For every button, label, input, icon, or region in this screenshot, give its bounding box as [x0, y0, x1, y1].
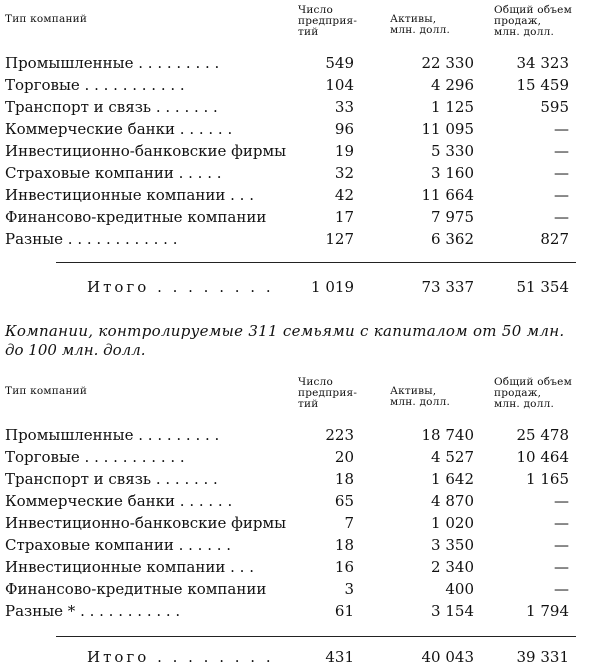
- row-name: Страховые компании . . . . . .: [5, 536, 232, 554]
- row-count: 127: [325, 230, 354, 248]
- caption-line: до 100 млн. долл.: [5, 341, 146, 359]
- row-name: Транспорт и связь . . . . . . .: [5, 470, 218, 488]
- total-row: [0, 646, 598, 668]
- row-name: Инвестиционные компании . . .: [5, 186, 254, 204]
- table-row: [0, 468, 598, 490]
- header-line: продаж,: [494, 15, 542, 27]
- table-row: [0, 206, 598, 228]
- table-row: [0, 534, 598, 556]
- row-count: 16: [334, 558, 354, 576]
- total-count: 431: [325, 648, 354, 666]
- row-sales: —: [554, 164, 569, 182]
- row-name: Разные * . . . . . . . . . . .: [5, 602, 181, 620]
- row-assets: 3 350: [431, 536, 474, 554]
- row-sales: 10 464: [516, 448, 569, 466]
- row-name: Промышленные . . . . . . . . .: [5, 54, 220, 72]
- header-line: Общий объем: [494, 376, 572, 388]
- row-sales: 1 794: [526, 602, 569, 620]
- row-assets: 4 527: [431, 448, 474, 466]
- row-sales: 1 165: [526, 470, 569, 488]
- total-assets: 73 337: [421, 278, 474, 296]
- row-sales: —: [554, 120, 569, 138]
- row-sales: 595: [540, 98, 569, 116]
- row-sales: 25 478: [516, 426, 569, 444]
- header-line: млн. долл.: [390, 396, 450, 408]
- header-sales: [494, 377, 572, 410]
- table-row: [0, 556, 598, 578]
- table-row: [0, 228, 598, 250]
- table-1: [0, 0, 598, 300]
- header-line: Число: [298, 4, 333, 16]
- header-line: млн. долл.: [494, 398, 554, 410]
- row-count: 65: [334, 492, 354, 510]
- total-count: 1 019: [311, 278, 354, 296]
- row-count: 223: [325, 426, 354, 444]
- table-row: [0, 446, 598, 468]
- header-count: [298, 5, 357, 38]
- total-assets: 40 043: [421, 648, 474, 666]
- header-assets: [390, 14, 450, 36]
- row-assets: 6 362: [431, 230, 474, 248]
- total-divider: [56, 636, 576, 637]
- row-count: 17: [334, 208, 354, 226]
- header-line: тий: [298, 26, 319, 38]
- row-name: Финансово-кредитные компании: [5, 580, 267, 598]
- row-count: 7: [344, 514, 354, 532]
- table-row: [0, 512, 598, 534]
- row-count: 19: [334, 142, 354, 160]
- row-assets: 4 870: [431, 492, 474, 510]
- table-row: [0, 52, 598, 74]
- row-name: Транспорт и связь . . . . . . .: [5, 98, 218, 116]
- row-sales: —: [554, 492, 569, 510]
- row-name: Промышленные . . . . . . . . .: [5, 426, 220, 444]
- header-line: Общий объем: [494, 4, 572, 16]
- table-row: [0, 600, 598, 622]
- table-2: [0, 372, 598, 668]
- row-count: 3: [344, 580, 354, 598]
- header-line: млн. долл.: [390, 24, 450, 36]
- row-sales: —: [554, 208, 569, 226]
- row-count: 18: [334, 470, 354, 488]
- row-sales: 34 323: [516, 54, 569, 72]
- row-sales: —: [554, 142, 569, 160]
- row-name: Коммерческие банки . . . . . .: [5, 120, 233, 138]
- header-line: Число: [298, 376, 333, 388]
- row-count: 33: [334, 98, 354, 116]
- total-row: [0, 276, 598, 298]
- table-row: [0, 184, 598, 206]
- header-type: [5, 14, 87, 25]
- total-sales: 39 331: [516, 648, 569, 666]
- section-caption: [5, 322, 593, 360]
- row-assets: 400: [445, 580, 474, 598]
- total-sales: 51 354: [516, 278, 569, 296]
- table-row: [0, 578, 598, 600]
- row-name: Разные . . . . . . . . . . . .: [5, 230, 178, 248]
- row-name: Страховые компании . . . . .: [5, 164, 222, 182]
- table-row: [0, 74, 598, 96]
- table-row: [0, 162, 598, 184]
- row-name: Торговые . . . . . . . . . . .: [5, 76, 185, 94]
- header-line: млн. долл.: [494, 26, 554, 38]
- row-sales: —: [554, 514, 569, 532]
- row-assets: 1 125: [431, 98, 474, 116]
- header-line: Активы,: [390, 13, 437, 25]
- row-sales: 15 459: [516, 76, 569, 94]
- row-sales: —: [554, 186, 569, 204]
- row-count: 61: [334, 602, 354, 620]
- table-row: [0, 424, 598, 446]
- header-line: Активы,: [390, 385, 437, 397]
- total-label: Итого . . . . . . . .: [87, 278, 274, 296]
- row-count: 18: [334, 536, 354, 554]
- row-assets: 7 975: [431, 208, 474, 226]
- row-assets: 22 330: [421, 54, 474, 72]
- row-assets: 2 340: [431, 558, 474, 576]
- row-assets: 1 020: [431, 514, 474, 532]
- total-label: Итого . . . . . . . .: [87, 648, 274, 666]
- row-name: Инвестиционные компании . . .: [5, 558, 254, 576]
- header-line: предприя-: [298, 387, 358, 399]
- row-name: Инвестиционно-банковские фирмы: [5, 514, 287, 532]
- row-assets: 18 740: [421, 426, 474, 444]
- row-count: 96: [334, 120, 354, 138]
- row-assets: 1 642: [431, 470, 474, 488]
- header-line: предприя-: [298, 15, 358, 27]
- row-name: Коммерческие банки . . . . . .: [5, 492, 233, 510]
- row-assets: 4 296: [431, 76, 474, 94]
- row-assets: 3 160: [431, 164, 474, 182]
- row-name: Инвестиционно-банковские фирмы: [5, 142, 287, 160]
- table-row: [0, 96, 598, 118]
- row-assets: 11 095: [421, 120, 474, 138]
- header-sales: [494, 5, 572, 38]
- row-assets: 11 664: [421, 186, 474, 204]
- header-line: тий: [298, 398, 319, 410]
- table-row: [0, 490, 598, 512]
- header-line: Тип компаний: [5, 13, 88, 25]
- row-count: 549: [325, 54, 354, 72]
- table-row: [0, 118, 598, 140]
- row-count: 20: [334, 448, 354, 466]
- row-assets: 5 330: [431, 142, 474, 160]
- header-count: [298, 377, 357, 410]
- row-assets: 3 154: [431, 602, 474, 620]
- row-sales: —: [554, 558, 569, 576]
- caption-line: Компании, контролируемые 311 семьями с капиталом от 50 млн.: [5, 322, 565, 340]
- total-divider: [56, 262, 576, 263]
- header-type: [5, 386, 87, 397]
- table-row: [0, 140, 598, 162]
- row-sales: —: [554, 536, 569, 554]
- row-sales: 827: [540, 230, 569, 248]
- row-sales: —: [554, 580, 569, 598]
- row-name: Финансово-кредитные компании: [5, 208, 267, 226]
- header-assets: [390, 386, 450, 408]
- row-count: 104: [325, 76, 354, 94]
- header-line: продаж,: [494, 387, 542, 399]
- row-name: Торговые . . . . . . . . . . .: [5, 448, 185, 466]
- row-count: 32: [334, 164, 354, 182]
- row-count: 42: [334, 186, 354, 204]
- header-line: Тип компаний: [5, 385, 88, 397]
